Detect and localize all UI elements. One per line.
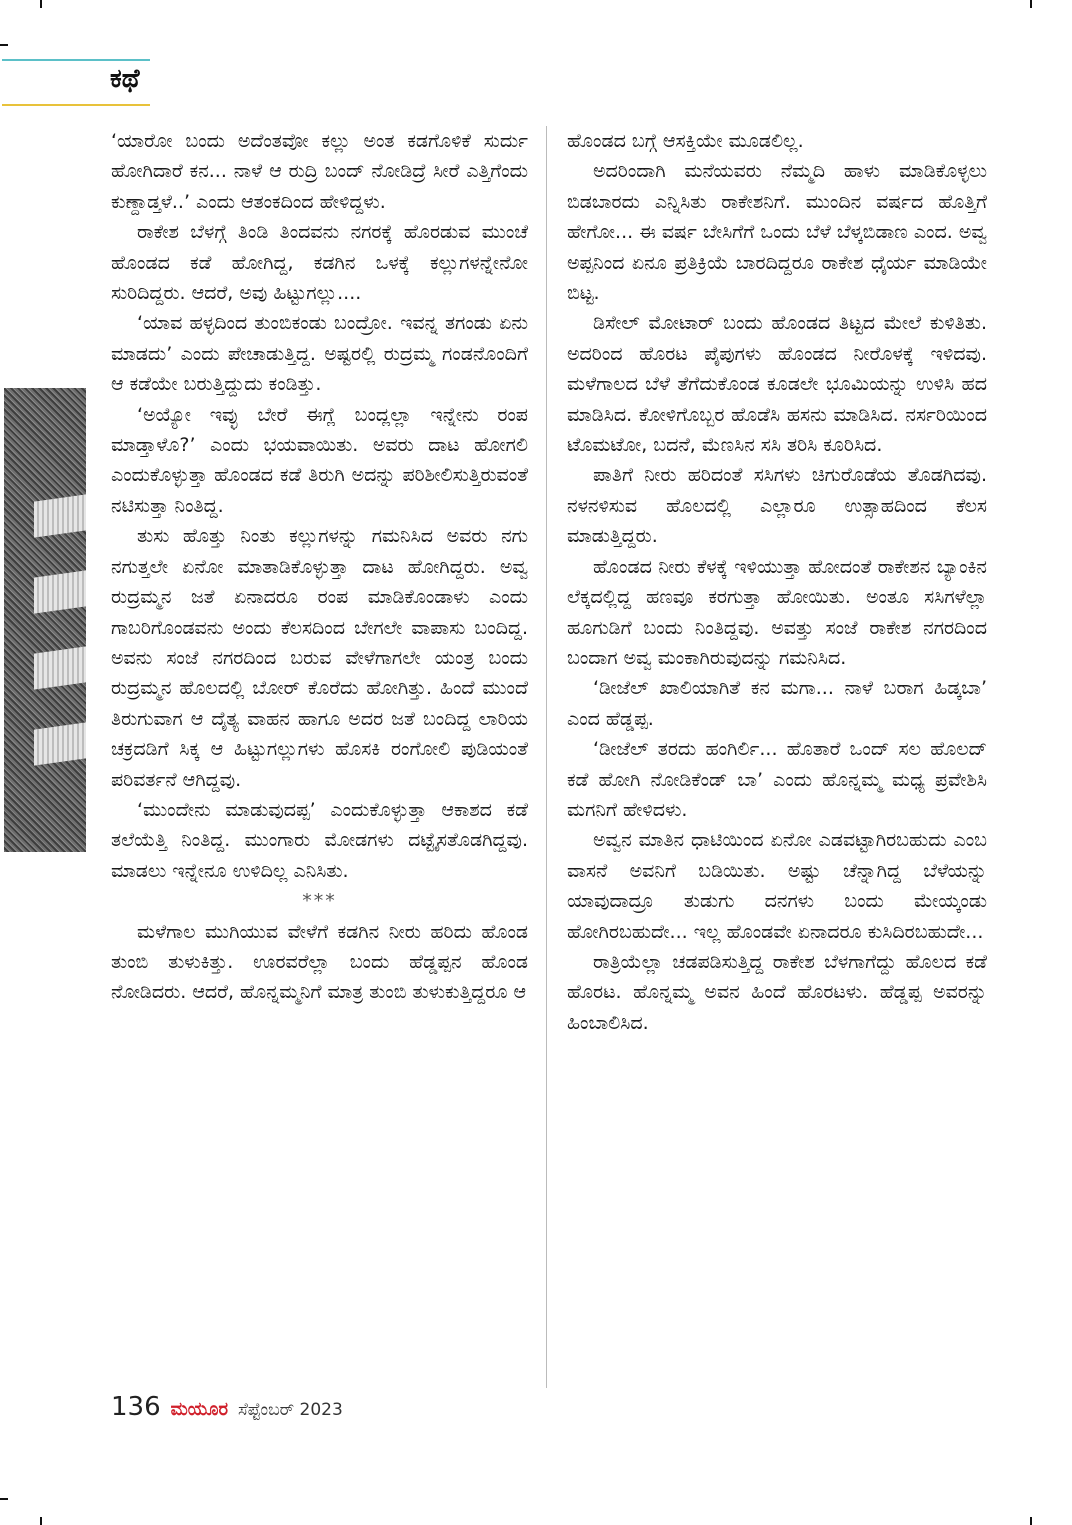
paragraph: ಪಾತಿಗೆ ನೀರು ಹರಿದಂತೆ ಸಸಿಗಳು ಚಿಗುರೊಡೆಯ ತೊಡಗಿದವು. ನಳನಳಿಸುವ ಹೊಲದಲ್ಲಿ ಎಲ್ಲಾರೂ ಉತ್ಸಾಹದಿಂದ ಕೆಲಸ ಮಾಡುತ್ತಿದ್ದರು. <box>567 464 987 548</box>
paragraph: ಹೊಂಡದ ಬಗ್ಗೆ ಆಸಕ್ತಿಯೇ ಮೂಡಲಿಲ್ಲ. <box>567 130 804 152</box>
section-rule-bottom <box>2 104 150 106</box>
paragraph: ‘ಅಯ್ಯೋ ಇವ್ಳು ಬೇರೆ ಈಗ್ಲೆ ಬಂದ್ಲಲ್ಲಾ ಇನ್ನೇನು ರಂಪ ಮಾಡ್ತಾಳೊ?’ ಎಂದು ಭಯವಾಯಿತು. ಅವರು ದಾಟ ಹೋಗಲಿ ಎಂದುಕೊಳ್ಳುತ್ತಾ ಹೊಂಡದ ಕಡೆ ತಿರುಗಿ ಅದನ್ನು ಪರಿಶೀಲಿಸುತ್ತಿರುವಂತೆ ನಟಿಸುತ್ತಾ ನಿಂತಿದ್ದ. <box>111 403 528 517</box>
paragraph: ತುಸು ಹೊತ್ತು ನಿಂತು ಕಲ್ಲುಗಳನ್ನು ಗಮನಿಸಿದ ಅವರು ನಗು ನಗುತ್ತಲೇ ಏನೋ ಮಾತಾಡಿಕೊಳ್ಳುತ್ತಾ ದಾಟ ಹೋಗಿದ್ದರು. ಅವ್ವ ರುದ್ರಮ್ಮನ ಜತೆ ಏನಾದರೂ ರಂಪ ಮಾಡಿಕೊಂಡಾಳು ಎಂದು ಗಾಬರಿಗೊಂಡವನು ಅಂದು ಕೆಲಸದಿಂದ ಬೇಗಲೇ ವಾಪಾಸು ಬಂದಿದ್ದ. ಅವನು ಸಂಜೆ ನಗರದಿಂದ ಬರುವ ವೇಳೆಗಾಗಲೇ ಯಂತ್ರ ಬಂದು ರುದ್ರಮ್ಮನ ಹೊಲದಲ್ಲಿ ಬೋರ್ ಕೊರೆದು ಹೋಗಿತ್ತು. ಹಿಂದೆ ಮುಂದೆ ತಿರುಗುವಾಗ ಆ ದೈತ್ಯ ವಾಹನ ಹಾಗೂ ಅದರ ಜತೆ ಬಂದಿದ್ದ ಲಾರಿಯ ಚಕ್ರದಡಿಗೆ ಸಿಕ್ಕ ಆ ಹಿಟ್ಟುಗಲ್ಲುಗಳು ಹೊಸಕಿ ರಂಗೋಲಿ ಪುಡಿಯಂತೆ ಪರಿವರ್ತನೆ ಆಗಿದ್ದವು. <box>111 525 528 791</box>
page-footer <box>111 1392 343 1422</box>
paragraph: ರಾಕೇಶ ಬೆಳಗ್ಗೆ ತಿಂಡಿ ತಿಂದವನು ನಗರಕ್ಕೆ ಹೊರಡುವ ಮುಂಚೆ ಹೊಂಡದ ಕಡೆ ಹೋಗಿದ್ದ, ಕಡಗಿನ ಒಳಕ್ಕೆ ಕಲ್ಲುಗಳನ್ನೇನೋ ಸುರಿದಿದ್ದರು. ಆದರೆ, ಅವು ಹಿಟ್ಟುಗಲ್ಲು.... <box>111 221 528 305</box>
magazine-name: ಮಯೂರ <box>170 1399 229 1420</box>
crop-mark <box>40 1517 42 1525</box>
crop-mark <box>1030 1517 1032 1525</box>
crop-mark <box>0 1498 8 1500</box>
paragraph: ಅವ್ವನ ಮಾತಿನ ಧಾಟಿಯಿಂದ ಏನೋ ಎಡವಟ್ಟಾಗಿರಬಹುದು ಎಂಬ ವಾಸನೆ ಅವನಿಗೆ ಬಡಿಯಿತು. ಅಷ್ಟು ಚೆನ್ನಾಗಿದ್ದ ಬೆಳೆಯನ್ನು ಯಾವುದಾದ್ರೂ ತುಡುಗು ದನಗಳು ಬಂದು ಮೇಯ್ಕಂಡು ಹೋಗಿರಬಹುದೇ... ಇಲ್ಲ ಹೊಂಡವೇ ಏನಾದರೂ ಕುಸಿದಿರಬಹುದೇ... <box>567 829 987 943</box>
paragraph: ಹೊಂಡದ ನೀರು ಕೆಳಕ್ಕೆ ಇಳಿಯುತ್ತಾ ಹೋದಂತೆ ರಾಕೇಶನ ಬ್ಯಾಂಕಿನ ಲೆಕ್ಕದಲ್ಲಿದ್ದ ಹಣವೂ ಕರಗುತ್ತಾ ಹೋಯಿತು. ಅಂತೂ ಸಸಿಗಳೆಲ್ಲಾ ಹೂಗುಡಿಗೆ ಬಂದು ನಿಂತಿದ್ದವು. ಅವತ್ತು ಸಂಜೆ ರಾಕೇಶ ನಗರದಿಂದ ಬಂದಾಗ ಅವ್ವ ಮಂಕಾಗಿರುವುದನ್ನು ಗಮನಿಸಿದ. <box>567 555 987 669</box>
crop-mark <box>40 0 42 8</box>
paragraph: ಡಿಸೇಲ್ ಮೋಟಾರ್ ಬಂದು ಹೊಂಡದ ತಿಟ್ಟದ ಮೇಲೆ ಕುಳಿತಿತು. ಅದರಿಂದ ಹೊರಟ ಪೈಪುಗಳು ಹೊಂಡದ ನೀರೊಳಕ್ಕೆ ಇಳಿದವು. ಮಳೆಗಾಲದ ಬೆಳೆ ತೆಗೆದುಕೊಂಡ ಕೂಡಲೇ ಭೂಮಿಯನ್ನು ಉಳಿಸಿ ಹದ ಮಾಡಿಸಿದ. ಕೋಳಿಗೊಬ್ಬರ ಹೊಡೆಸಿ ಹಸನು ಮಾಡಿಸಿದ. ನರ್ಸರಿಯಿಂದ ಟೊಮಟೋ, ಬದನೆ, ಮೆಣಸಿನ ಸಸಿ ತರಿಸಿ ಕೂರಿಸಿದ. <box>567 312 987 457</box>
paragraph: ‘ಯಾವ ಹಳ್ಳದಿಂದ ತುಂಬಿಕಂಡು ಬಂದ್ರೋ. ಇವನ್ನ ತಗಂಡು ಏನು ಮಾಡದು’ ಎಂದು ಪೇಚಾಡುತ್ತಿದ್ದ. ಅಷ್ಟರಲ್ಲಿ ರುದ್ರಮ್ಮ ಗಂಡನೊಂದಿಗೆ ಆ ಕಡೆಯೇ ಬರುತ್ತಿದ್ದುದು ಕಂಡಿತ್ತು. <box>111 312 528 396</box>
issue-date: ಸೆಪ್ಟೆಂಬರ್ 2023 <box>238 1400 343 1420</box>
paragraph: ಅದರಿಂದಾಗಿ ಮನೆಯವರು ನೆಮ್ಮದಿ ಹಾಳು ಮಾಡಿಕೊಳ್ಳಲು ಬಿಡಬಾರದು ಎನ್ನಿಸಿತು ರಾಕೇಶನಿಗೆ. ಮುಂದಿನ ವರ್ಷದ ಹೊತ್ತಿಗೆ ಹೇಗೋ... ಈ ವರ್ಷ ಬೇಸಿಗೆಗೆ ಒಂದು ಬೆಳೆ ಬೆಳ್ಕಬಿಡಾಣ ಎಂದ. ಅವ್ವ ಅಪ್ಪನಿಂದ ಏನೂ ಪ್ರತಿಕ್ರಿಯೆ ಬಾರದಿದ್ದರೂ ರಾಕೇಶ ಧೈರ್ಯ ಮಾಡಿಯೇ ಬಿಟ್ಟ. <box>567 160 987 305</box>
illustration-edge <box>4 388 86 852</box>
article-column-right <box>567 126 987 1038</box>
section-rule-top <box>2 59 150 61</box>
crop-mark <box>0 44 8 46</box>
section-label: ಕಥೆ <box>110 64 140 94</box>
paragraph: *** <box>302 890 337 913</box>
article-column-left <box>111 126 528 1008</box>
column-divider <box>546 126 547 1388</box>
crop-mark <box>1030 0 1032 8</box>
paragraph: ರಾತ್ರಿಯೆಲ್ಲಾ ಚಡಪಡಿಸುತ್ತಿದ್ದ ರಾಕೇಶ ಬೆಳಗಾಗೆದ್ದು ಹೊಲದ ಕಡೆ ಹೊರಟ. ಹೊನ್ನಮ್ಮ ಅವನ ಹಿಂದೆ ಹೊರಟಳು. ಹೆಡ್ಡಪ್ಪ ಅವರನ್ನು ಹಿಂಬಾಲಿಸಿದ. <box>567 950 987 1034</box>
page-number: 136 <box>111 1392 161 1422</box>
paragraph: ‘ಡೀಜೆಲ್ ತರದು ಹಂಗಿರ್ಲಿ... ಹೊತಾರೆ ಒಂದ್ ಸಲ ಹೊಲದ್ ಕಡೆ ಹೋಗಿ ನೋಡಿಕೆಂಡ್ ಬಾ’ ಎಂದು ಹೊನ್ನಮ್ಮ ಮಧ್ಯ ಪ್ರವೇಶಿಸಿ ಮಗನಿಗೆ ಹೇಳಿದಳು. <box>567 738 987 821</box>
paragraph: ‘ಡೀಜೆಲ್ ಖಾಲಿಯಾಗಿತೆ ಕನ ಮಗಾ... ನಾಳೆ ಬರಾಗ ಹಿಡ್ಕಬಾ’ ಎಂದ ಹೆಡ್ಡಪ್ಪ. <box>567 677 987 730</box>
paragraph: ಮಳೆಗಾಲ ಮುಗಿಯುವ ವೇಳೆಗೆ ಕಡಗಿನ ನೀರು ಹರಿದು ಹೊಂಡ ತುಂಬಿ ತುಳುಕಿತ್ತು. ಊರವರೆಲ್ಲಾ ಬಂದು ಹೆಡ್ಡಪ್ಪನ ಹೊಂಡ ನೋಡಿದರು. ಆದರೆ, ಹೊನ್ನಮ್ಮನಿಗೆ ಮಾತ್ರ ತುಂಬಿ ತುಳುಕುತ್ತಿದ್ದರೂ ಆ <box>111 920 528 1004</box>
paragraph: ‘ಯಾರೋ ಬಂದು ಅದೆಂತವೋ ಕಲ್ಲು ಅಂತ ಕಡಗೊಳಿಕೆ ಸುರ್ದು ಹೋಗಿದಾರೆ ಕನ... ನಾಳೆ ಆ ರುದ್ರಿ ಬಂದ್ ನೋಡಿದ್ರೆ ಸೀರೆ ಎತ್ತಿಗೆಂದು ಕುಣ್ದಾಡ್ತಳೆ..’ ಎಂದು ಆತಂಕದಿಂದ ಹೇಳಿದ್ದಳು. <box>111 130 528 213</box>
paragraph: ‘ಮುಂದೇನು ಮಾಡುವುದಪ್ಪ’ ಎಂದುಕೊಳ್ಳುತ್ತಾ ಆಕಾಶದ ಕಡೆ ತಲೆಯೆತ್ತಿ ನಿಂತಿದ್ದ. ಮುಂಗಾರು ಮೋಡಗಳು ದಟ್ಟೈಸತೊಡಗಿದ್ದವು. ಮಾಡಲು ಇನ್ನೇನೂ ಉಳಿದಿಲ್ಲ ಎನಿಸಿತು. <box>111 798 528 882</box>
